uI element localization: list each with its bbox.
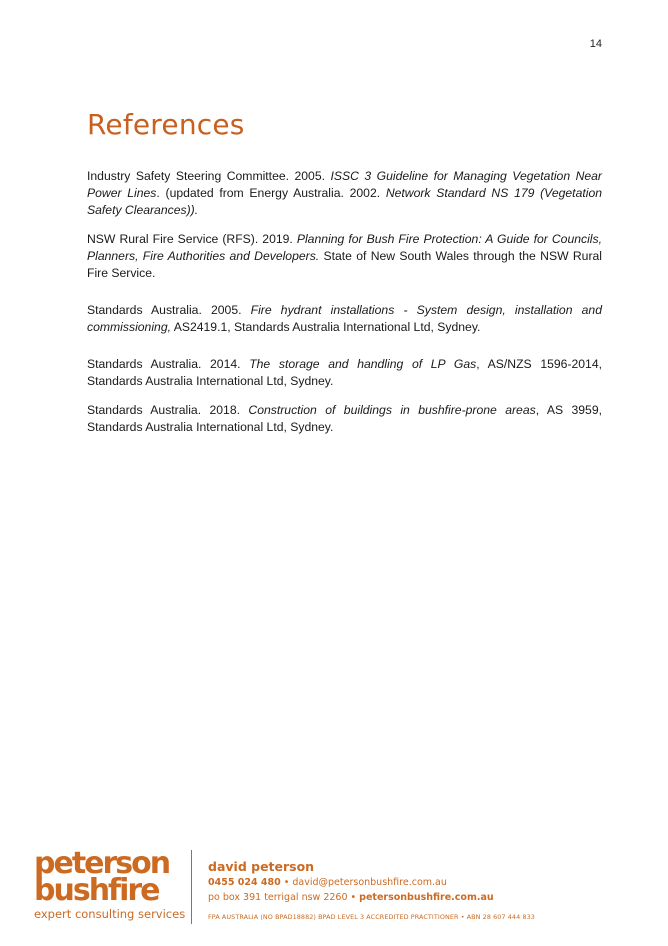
reference-item	[87, 356, 602, 390]
reference-title: The storage and handling of LP Gas	[249, 357, 477, 371]
reference-title-secondary: Network Standard NS 179 (Vegetation Safety Clearances)).	[87, 186, 603, 217]
bullet-separator: •	[280, 877, 293, 888]
reference-details: , AS 3959, Standards Australia International Ltd, Sydney.	[87, 403, 602, 434]
page-heading: References	[87, 108, 245, 141]
reference-title: Fire hydrant installations - System design, installation and commissioning,	[87, 303, 602, 334]
reference-author-year: Standards Australia. 2014.	[87, 357, 250, 371]
reference-details: State of New South Wales through the NSW Rural Fire Service.	[87, 249, 602, 280]
contact-address: po box 391 terrigal nsw 2260	[208, 892, 348, 903]
contact-email: david@petersonbushfire.com.au	[292, 877, 447, 888]
reference-item	[87, 231, 602, 282]
contact-phone: 0455 024 480	[208, 877, 281, 888]
logo-wordmark-line2: bushfire	[34, 873, 159, 908]
contact-block	[208, 858, 535, 923]
reference-title: Construction of buildings in bushfire-prone areas	[248, 403, 536, 417]
reference-list	[87, 168, 602, 448]
reference-author-year: NSW Rural Fire Service (RFS). 2019.	[87, 232, 297, 246]
reference-item	[87, 402, 602, 436]
contact-phone-email	[208, 875, 535, 890]
accreditation-line: FPA AUSTRALIA (NO BPAD18882) BPAD LEVEL 3 ACCREDITED PRACTITIONER • ABN 28 607 444 833	[208, 913, 535, 921]
logo-wordmark-line1: peterson	[34, 846, 170, 881]
reference-item	[87, 168, 602, 219]
reference-author-year: Industry Safety Steering Committee. 2005.	[87, 169, 331, 183]
reference-details: , AS/NZS 1596-2014, Standards Australia International Ltd, Sydney.	[87, 357, 602, 388]
reference-title: ISSC 3 Guideline for Managing Vegetation Near Power Lines	[87, 169, 602, 200]
reference-author-year: Standards Australia. 2018.	[87, 403, 249, 417]
page-footer	[34, 848, 554, 928]
reference-title: Planning for Bush Fire Protection: A Guide for Councils, Planners, Fire Authorities and Developers.	[87, 232, 602, 263]
company-logo	[34, 846, 186, 921]
contact-address-website	[208, 890, 535, 905]
contact-website: petersonbushfire.com.au	[359, 892, 494, 903]
footer-divider	[191, 850, 192, 924]
logo-tagline: expert consulting services	[34, 907, 186, 921]
contact-name: david peterson	[208, 859, 315, 874]
reference-details: . (updated from Energy Australia. 2002.	[156, 186, 386, 200]
bullet-separator: •	[347, 892, 360, 903]
reference-author-year: Standards Australia. 2005.	[87, 303, 251, 317]
reference-item	[87, 302, 602, 336]
reference-details: AS2419.1, Standards Australia International Ltd, Sydney.	[171, 320, 481, 334]
page-number: 14	[589, 38, 602, 50]
